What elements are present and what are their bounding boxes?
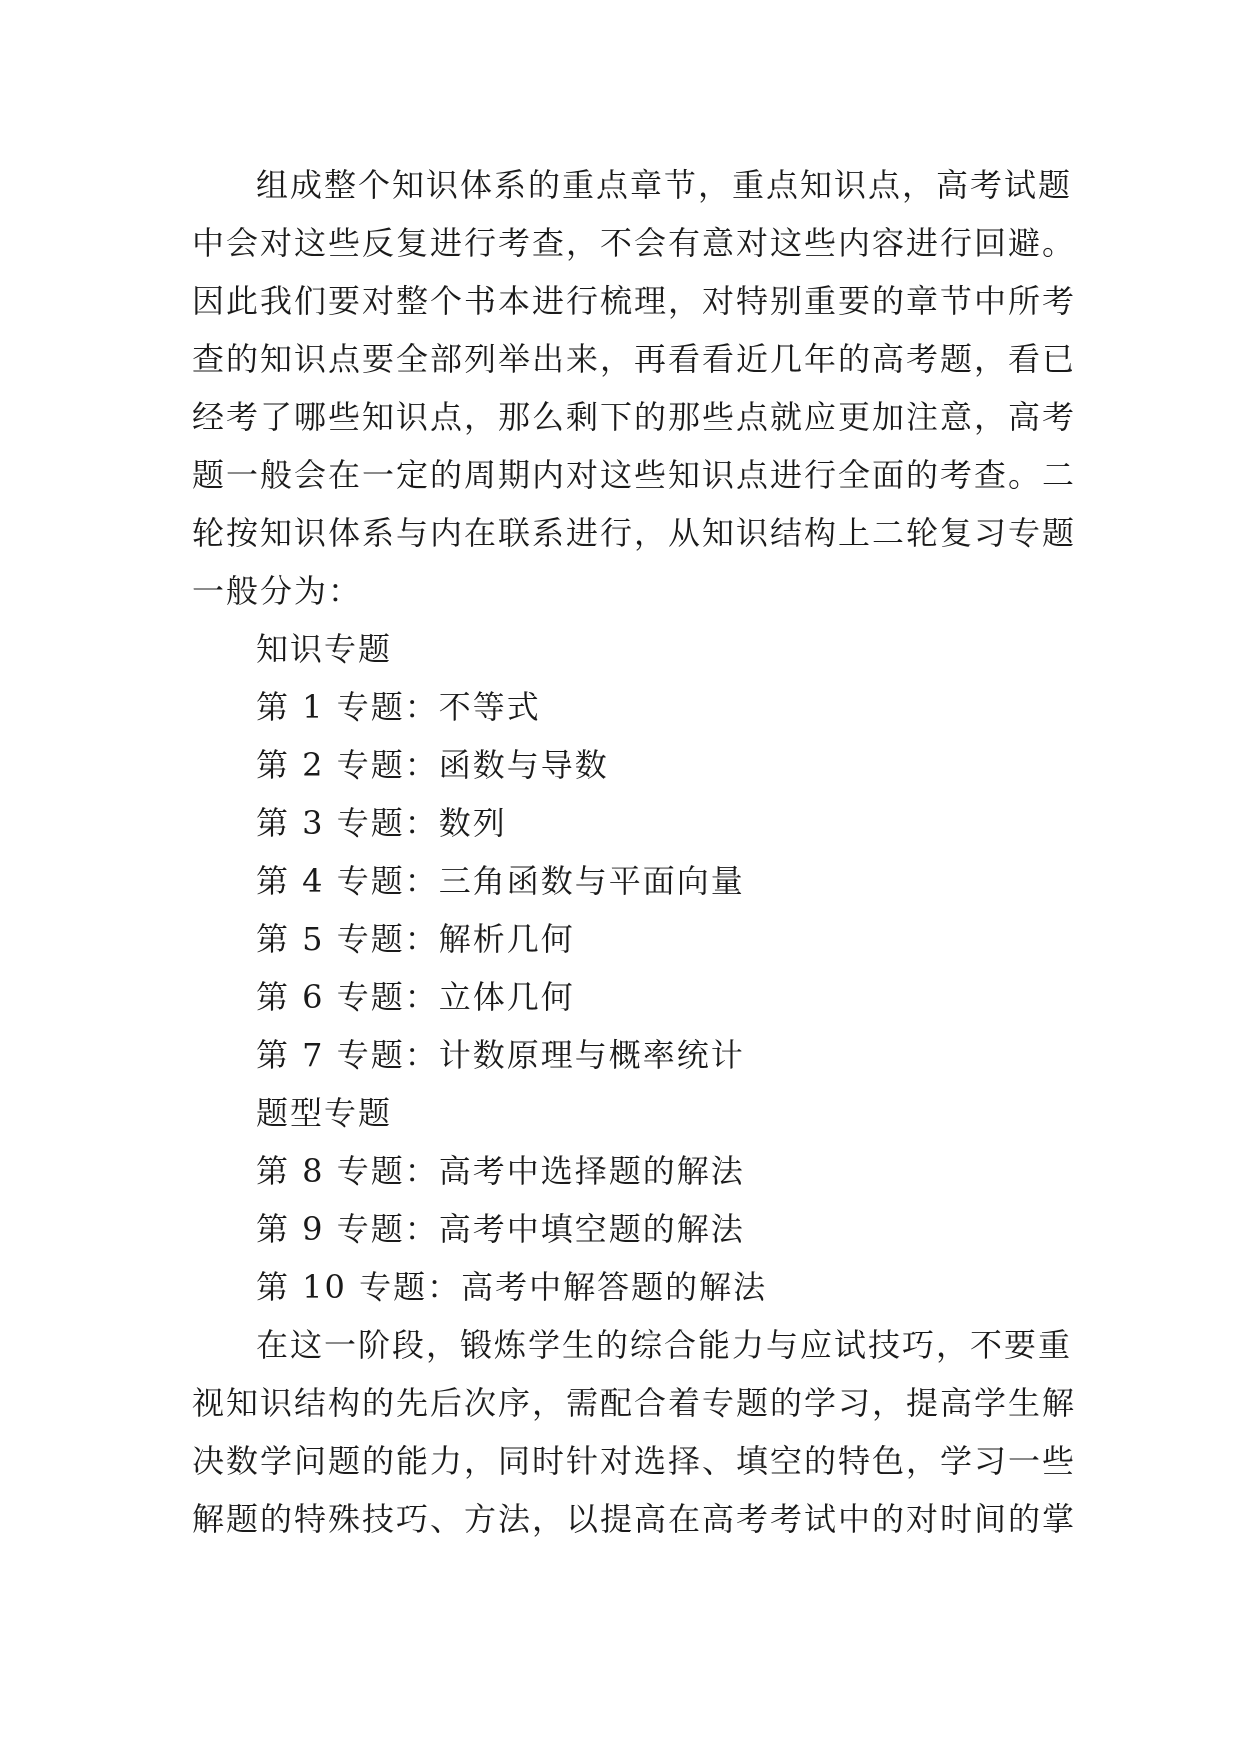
text-line: 解题的特殊技巧、方法，以提高在高考考试中的对时间的掌 — [192, 1500, 1077, 1538]
list-item: 第 6 专题：立体几何 — [256, 978, 575, 1016]
text-line: 经考了哪些知识点，那么剩下的那些点就应更加注意，高考 — [192, 398, 1077, 436]
list-item: 第 8 专题：高考中选择题的解法 — [256, 1152, 745, 1190]
text-line: 在这一阶段，锻炼学生的综合能力与应试技巧，不要重 — [256, 1326, 1073, 1364]
text-line: 组成整个知识体系的重点章节，重点知识点，高考试题 — [256, 166, 1073, 204]
text-line: 中会对这些反复进行考查，不会有意对这些内容进行回避。 — [192, 224, 1077, 262]
list-item: 第 3 专题：数列 — [256, 804, 507, 842]
section-heading-knowledge: 知识专题 — [256, 630, 393, 668]
list-item: 第 5 专题：解析几何 — [256, 920, 575, 958]
text-line: 因此我们要对整个书本进行梳理，对特别重要的章节中所考 — [192, 282, 1077, 320]
list-item: 第 9 专题：高考中填空题的解法 — [256, 1210, 745, 1248]
text-line: 题一般会在一定的周期内对这些知识点进行全面的考查。二 — [192, 456, 1077, 494]
list-item: 第 7 专题：计数原理与概率统计 — [256, 1036, 745, 1074]
list-item: 第 1 专题：不等式 — [256, 688, 541, 726]
question-type-topic-list — [192, 1142, 1072, 1316]
list-item: 第 2 专题：函数与导数 — [256, 746, 609, 784]
text-line: 查的知识点要全部列举出来，再看看近几年的高考题，看已 — [192, 340, 1077, 378]
knowledge-topic-list — [192, 678, 1072, 1084]
text-line: 决数学问题的能力，同时针对选择、填空的特色，学习一些 — [192, 1442, 1077, 1480]
section-heading-question-type: 题型专题 — [256, 1094, 393, 1132]
document-body — [192, 156, 1077, 1548]
text-line: 一般分为： — [192, 572, 363, 610]
paragraph-intro — [192, 156, 1077, 620]
list-item: 第 4 专题：三角函数与平面向量 — [256, 862, 745, 900]
list-item: 第 10 专题：高考中解答题的解法 — [256, 1268, 768, 1306]
text-line: 轮按知识体系与内在联系进行，从知识结构上二轮复习专题 — [192, 514, 1077, 552]
paragraph-stage-description — [192, 1316, 1077, 1548]
text-line: 视知识结构的先后次序，需配合着专题的学习，提高学生解 — [192, 1384, 1077, 1422]
